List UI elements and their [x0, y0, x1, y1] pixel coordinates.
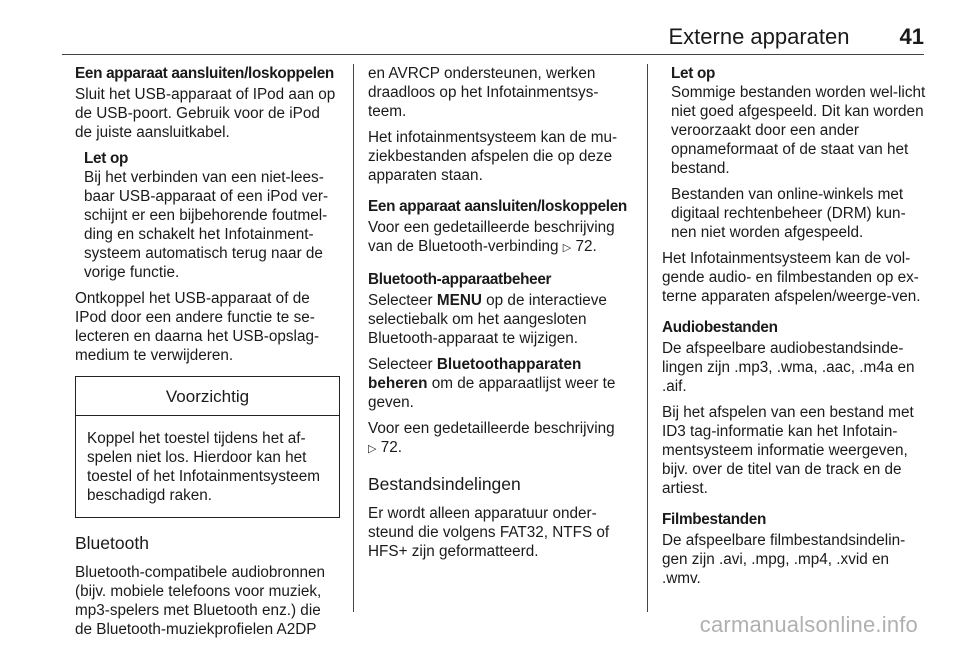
note-text: Bij het verbinden van een niet-lees-baar USB-apparaat of een iPod ver-schijnt er een bijbehorende foutmel-ding en schakelt het Infotainment-systeem automatisch terug naar de vorige functie.	[84, 169, 329, 281]
section-heading: Bluetooth-apparaatbeheer	[368, 271, 552, 288]
paragraph: Het infotainmentsysteem kan de mu-ziekbestanden afspelen die op deze apparaten staan.	[368, 129, 618, 184]
column-divider	[353, 64, 354, 612]
section-heading: Bluetooth	[75, 533, 149, 553]
menu-term: Bluetoothapparaten beheren	[368, 356, 582, 392]
warning-title: Voorzichtig	[76, 377, 339, 416]
page-ref: 72.	[575, 238, 597, 255]
menu-term: MENU	[436, 292, 482, 309]
note-block	[671, 64, 927, 242]
section-heading: Bestandsindelingen	[368, 474, 521, 494]
note-block	[84, 149, 340, 282]
page-ref: 72.	[380, 439, 402, 456]
paragraph: Het Infotainmentsysteem kan de vol-gende audio- en filmbestanden op ex-terne apparaten afspelen/weerge-ven.	[662, 250, 921, 305]
page-title: Externe apparaten	[668, 24, 850, 49]
note-title: Let op	[84, 150, 129, 167]
column-divider	[647, 64, 648, 612]
paragraph: Selecteer MENU op de interactieve selectiebalk om het aangesloten Bluetooth-apparaat te wijzigen.	[368, 292, 607, 347]
note-text: Sommige bestanden worden wel-licht niet goed afgespeeld. Dit kan worden veroorzaakt door een ander opnameformaat of de staat van het bestand.	[671, 84, 926, 177]
section-heading: Audiobestanden	[662, 319, 778, 336]
page-ref-icon	[368, 439, 376, 456]
section-heading: Filmbestanden	[662, 511, 767, 528]
paragraph: De afspeelbare audiobestandsinde-lingen zijn .mp3, .wma, .aac, .m4a en .aif.	[662, 340, 915, 395]
section-heading: Een apparaat aansluiten/loskoppelen	[75, 65, 334, 82]
warning-text: Koppel het toestel tijdens het af-spelen niet los. Hierdoor kan het toestel of het Infotainmentsysteem beschadigd raken.	[87, 430, 320, 504]
paragraph: Er wordt alleen apparatuur onder-steund die volgens FAT32, NTFS of HFS+ zijn geformatteerd.	[368, 505, 610, 560]
column-2	[368, 64, 633, 568]
column-3	[662, 64, 927, 595]
paragraph: Voor een gedetailleerde beschrijving van de Bluetooth-verbinding ▷ 72.	[368, 218, 633, 258]
paragraph: en AVRCP ondersteunen, werken draadloos op het Infotainmentsys-teem.	[368, 65, 599, 120]
paragraph: De afspeelbare filmbestandsindelin-gen zijn .avi, .mpg, .mp4, .xvid en .wmv.	[662, 532, 906, 587]
watermark: carmanualsonline.info	[699, 612, 918, 637]
section-heading: Een apparaat aansluiten/loskoppelen	[368, 198, 627, 215]
paragraph: Selecteer Bluetoothapparaten beheren om de apparaatlijst weer te geven.	[368, 356, 616, 411]
paragraph: Voor een gedetailleerde beschrijving ▷ 72.	[368, 419, 633, 459]
page-ref-icon	[563, 238, 571, 255]
page-header	[62, 24, 924, 55]
page-number: 41	[899, 24, 924, 49]
paragraph: Sluit het USB-apparaat of IPod aan op de USB-poort. Gebruik voor de iPod de juiste aansluitkabel.	[75, 86, 336, 141]
paragraph: Bij het afspelen van een bestand met ID3 tag-informatie kan het Infotain-mentsysteem informatie weergeven, bijv. over de titel van de track en de artiest.	[662, 404, 914, 497]
paragraph: Bluetooth-compatibele audiobronnen (bijv. mobiele telefoons voor muziek, mp3-spelers met Bluetooth enz.) die de Bluetooth-muziekprofielen A2DP	[75, 564, 326, 638]
note-text: Bestanden van online-winkels met digitaal rechtenbeheer (DRM) kun-nen niet worden afgespeeld.	[671, 186, 906, 241]
warning-box	[75, 376, 340, 518]
note-title: Let op	[671, 65, 716, 82]
column-1	[75, 64, 340, 646]
paragraph: Ontkoppel het USB-apparaat of de IPod door een andere functie te se-lecteren en daarna het USB-opslag-medium te verwijderen.	[75, 290, 320, 364]
